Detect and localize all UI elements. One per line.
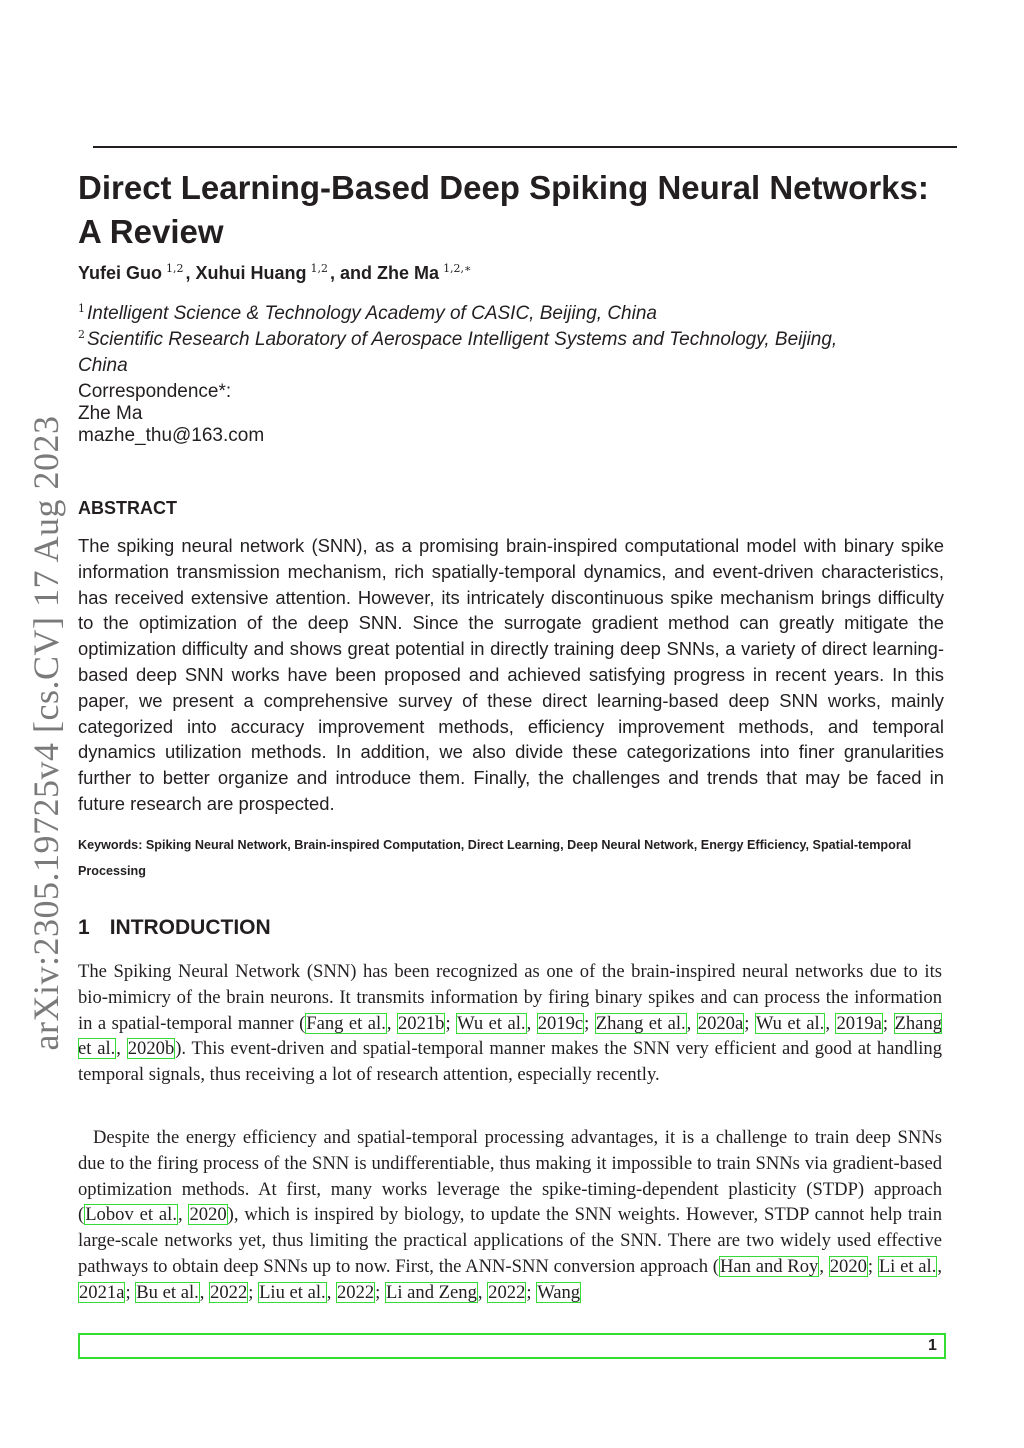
citation-year-link[interactable]: 2019a	[836, 1012, 882, 1034]
citation-link[interactable]: Wu et al.	[755, 1012, 825, 1034]
abstract-text: The spiking neural network (SNN), as a promising brain-inspired computational model with binary spike information transmission mechanism, rich spatially-temporal dynamics, and event-driven characteristics, has received extensive attention. However, its intricately discontinuous spike mechanism brings difficulty to the optimization of the deep SNN. Since the surrogate gradient method can greatly mitigate the optimization difficulty and shows great potential in directly training deep SNNs, a variety of direct learning-based deep SNN works have been proposed and achieved satisfying progress in recent years. In this paper, we present a comprehensive survey of these direct learning-based deep SNN works, mainly categorized into accuracy improvement methods, efficiency improvement methods, and temporal dynamics utilization methods. In addition, we also divide these categorizations into finer granularities further to better organize and introduce them. Finally, the challenges and trends that may be faced in future research are prospected.	[78, 535, 944, 814]
citation-year-link[interactable]: 2022	[336, 1281, 375, 1303]
affiliation-number: 2	[78, 328, 85, 341]
paper-title: Direct Learning-Based Deep Spiking Neural Networks: A Review	[78, 169, 929, 250]
citation-link[interactable]: Zhang et al.	[78, 1012, 943, 1060]
correspondence-label: Correspondence*:	[78, 381, 232, 402]
affiliation-number: 1	[78, 302, 85, 315]
author-affiliation-marker: 1,2,∗	[443, 262, 472, 275]
section-number: 1	[78, 916, 90, 939]
paragraph-text: Despite the energy efficiency and spatial-temporal processing advantages, it is a challenge to train deep SNNs due to the firing process of the SNN is undifferentiable, thus making it impossible to train SNNs via gradient-based optimization methods. At first, many works leverage the spike-timing-dependent plasticity (STDP) approach (	[78, 1127, 942, 1226]
citation-year-link[interactable]: 2020	[189, 1204, 227, 1226]
paragraph-text: ), which is inspired by biology, to update the SNN weights. However, STDP cannot help train large-scale networks yet, thus limiting the practical applications of the SNN. There are two widely used effective pathways to obtain deep SNNs up to now. First, the ANN-SNN conversion approach (	[78, 1204, 942, 1277]
footer-link-box[interactable]	[78, 1333, 946, 1359]
correspondence-block	[78, 381, 264, 447]
intro-paragraph-2: Despite the energy efficiency and spatial-temporal processing advantages, it is a challenge to train deep SNNs due to the firing process of the SNN is undifferentiable, thus making it impossible to train SNNs via gradient-based optimization methods. At first, many works leverage the spike-timing-dependent plasticity (STDP) approach (Lobov et al., 2020), which is inspired by biology, to update the SNN weights. However, STDP cannot help train large-scale networks yet, thus limiting the practical applications of the SNN. There are two widely used effective pathways to obtain deep SNNs up to now. First, the ANN-SNN conversion approach (Han and Roy, 2020; Li et al., 2021a; Bu et al., 2022; Liu et al., 2022; Li and Zeng, 2022; Wang	[78, 1127, 942, 1303]
author-separator: , and	[330, 263, 378, 283]
affiliation-2	[78, 322, 838, 379]
header-rule	[93, 146, 957, 148]
citation-year-link[interactable]: 2022	[210, 1281, 248, 1303]
citation-link[interactable]: Zhang et al.	[595, 1012, 686, 1034]
affiliation-text: Intelligent Science & Technology Academy of CASIC, Beijing, China	[87, 303, 657, 324]
intro-paragraph-1: The Spiking Neural Network (SNN) has been recognized as one of the brain-inspired neural networks due to its bio-mimicry of the brain neurons. It transmits information by firing binary spikes and can process the information in a spatial-temporal manner (Fang et al., 2021b; Wu et al., 2019c; Zhang et al., 2020a; Wu et al., 2019a; Zhang et al., 2020b). This event-driven and spatial-temporal manner makes the SNN very efficient and good at handling temporal signals, thus receiving a lot of research attention, especially recently.	[78, 961, 943, 1086]
author-name: Xuhui Huang	[195, 263, 307, 283]
citation-link[interactable]: Wu et al.	[457, 1012, 526, 1034]
citation-link[interactable]: Li and Zeng	[386, 1281, 477, 1303]
author-list	[78, 262, 474, 284]
citation-link[interactable]: Fang et al.	[306, 1012, 386, 1034]
citation-year-link[interactable]: 2021b	[397, 1012, 445, 1034]
author-affiliation-marker: 1,2	[166, 262, 184, 275]
citation-year-link[interactable]: 2019c	[537, 1012, 584, 1034]
section-title: INTRODUCTION	[109, 916, 271, 939]
citation-link[interactable]: Lobov et al.	[85, 1204, 177, 1226]
citation-link[interactable]: Bu et al.	[136, 1281, 199, 1303]
citation-year-link[interactable]: 2020a	[697, 1012, 744, 1034]
section-heading-introduction	[78, 916, 271, 940]
author-name: Zhe Ma	[377, 263, 440, 283]
author-affiliation-marker: 1,2	[310, 262, 329, 275]
citation-year-link[interactable]: 2020	[829, 1255, 867, 1277]
citation-link[interactable]: Li et al.	[878, 1255, 937, 1277]
citation-year-link[interactable]: 2021a	[79, 1281, 125, 1303]
author-name: Yufei Guo	[78, 263, 163, 283]
abstract-heading: ABSTRACT	[78, 498, 177, 518]
citation-link[interactable]: Liu et al.	[259, 1281, 326, 1303]
citation-year-link[interactable]: 2020b	[127, 1038, 175, 1060]
citation-link[interactable]: Han and Roy	[719, 1255, 819, 1277]
citation-year-link[interactable]: 2022	[488, 1281, 526, 1303]
citation-link[interactable]: Wang	[537, 1281, 581, 1303]
author-separator: ,	[185, 263, 196, 283]
paragraph-text: The Spiking Neural Network (SNN) has been recognized as one of the brain-inspired neural networks due to its bio-mimicry of the brain neurons. It transmits information by firing binary spikes and can process the information in a spatial-temporal manner (	[78, 961, 942, 1034]
page-number: 1	[928, 1337, 937, 1354]
arxiv-watermark: arXiv:2305.19725v4 [cs.CV] 17 Aug 2023	[26, 415, 66, 1051]
correspondence-email[interactable]: mazhe_thu@163.com	[78, 425, 265, 446]
affiliation-text: Scientific Research Laboratory of Aerospace Intelligent Systems and Technology, Beijing, China	[78, 329, 838, 376]
keywords: Keywords: Spiking Neural Network, Brain-inspired Computation, Direct Learning, Deep Neural Network, Energy Efficiency, Spatial-temporal Processing	[78, 838, 912, 878]
paragraph-text: ). This event-driven and spatial-temporal manner makes the SNN very efficient and good at handling temporal signals, thus receiving a lot of research attention, especially recently.	[78, 1038, 942, 1086]
correspondence-name: Zhe Ma	[78, 403, 143, 424]
